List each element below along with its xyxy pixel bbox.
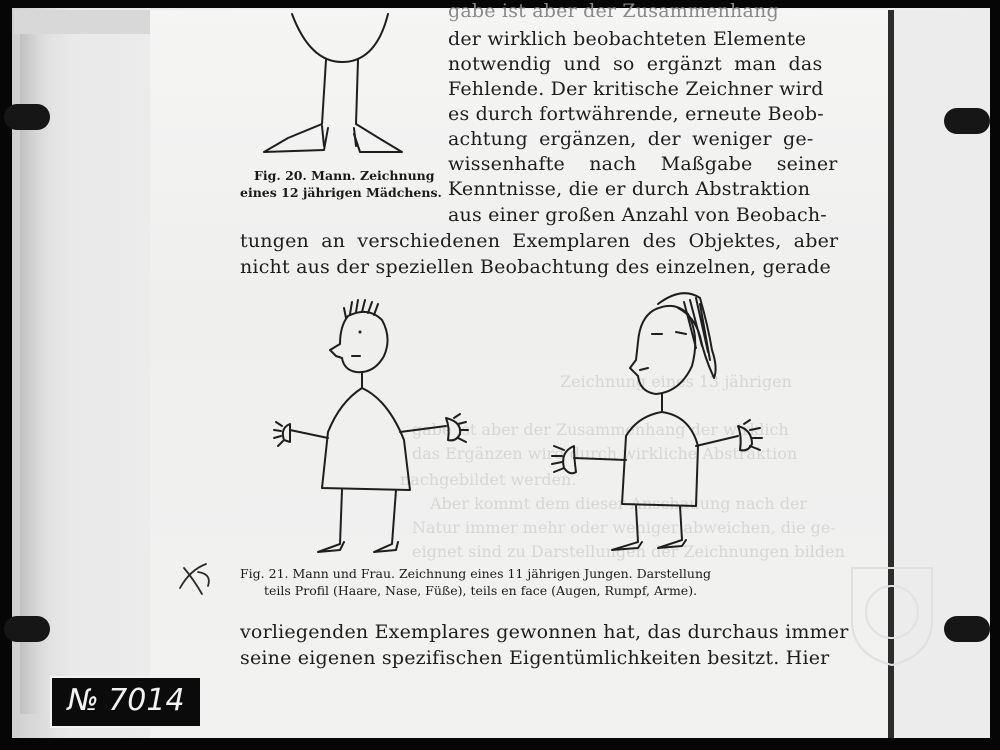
body-line-8: aus einer großen Anzahl von Beobach-	[448, 204, 827, 226]
plate-clip-top-right	[944, 108, 990, 134]
ghost-text-7: eignet sind zu Darstellungen der Zeichnungen bilden	[412, 542, 845, 561]
plate-clip-bottom-left	[4, 616, 50, 642]
fig21-caption-line1: Fig. 21. Mann und Frau. Zeichnung eines 11 jährigen Jungen. Darstellung	[240, 566, 712, 581]
body-line-11: vorliegenden Exemplares gewonnen hat, das durchaus immer	[240, 621, 849, 643]
body-line-4: es durch fortwährende, erneute Beob-	[448, 103, 824, 125]
pencil-cross-mark	[176, 558, 216, 600]
drawing-man-fig21	[270, 292, 480, 562]
body-line-2: notwendig und so ergänzt man das	[448, 53, 823, 75]
fig20-caption-line1: Fig. 20. Mann. Zeichnung	[254, 168, 435, 183]
body-line-3: Fehlende. Der kritische Zeichner wird	[448, 78, 824, 100]
drawing-man-fig20	[250, 0, 430, 165]
ghost-text-5: Aber kommt dem dieser Anschauung nach der	[430, 494, 808, 513]
ghost-text-6: Natur immer mehr oder weniger abweichen, die ge-	[412, 518, 836, 537]
ghost-text-4: nachgebildet werden.	[400, 470, 577, 489]
plate-number-label: № 7014	[50, 676, 202, 728]
ghost-text-2: gabe ist aber der Zusammenhang der wirklich	[412, 420, 789, 439]
body-line-7: Kenntnisse, die er durch Abstraktion	[448, 178, 811, 200]
stamp-watermark	[842, 560, 942, 670]
body-line-1: der wirklich beobachteten Elemente	[448, 28, 807, 50]
plate-clip-bottom-right	[944, 616, 990, 642]
body-line-5: achtung ergänzen, der weniger ge-	[448, 128, 814, 150]
body-line-12: seine eigenen spezifischen Eigentümlichkeiten besitzt. Hier	[240, 647, 830, 669]
ghost-text-1: Zeichnung eines 13 jährigen	[560, 372, 792, 391]
drawing-woman-fig21	[540, 286, 780, 561]
body-line-10: nicht aus der speziellen Beobachtung des einzelnen, gerade	[240, 256, 831, 278]
text-partial-top: gabe ist aber der Zusammenhang	[448, 0, 779, 22]
body-line-9: tungen an verschiedenen Exemplaren des Objektes, aber	[240, 230, 839, 252]
ghost-text-3: das Ergänzen wird durch wirkliche Abstraktion	[412, 444, 798, 463]
plate-clip-top-left	[4, 104, 50, 130]
fig21-caption-line2: teils Profil (Haare, Nase, Füße), teils en face (Augen, Rumpf, Arme).	[264, 583, 698, 598]
fig20-caption-line2: eines 12 jährigen Mädchens.	[240, 185, 442, 200]
body-line-6: wissenhafte nach Maßgabe seiner	[448, 153, 838, 175]
